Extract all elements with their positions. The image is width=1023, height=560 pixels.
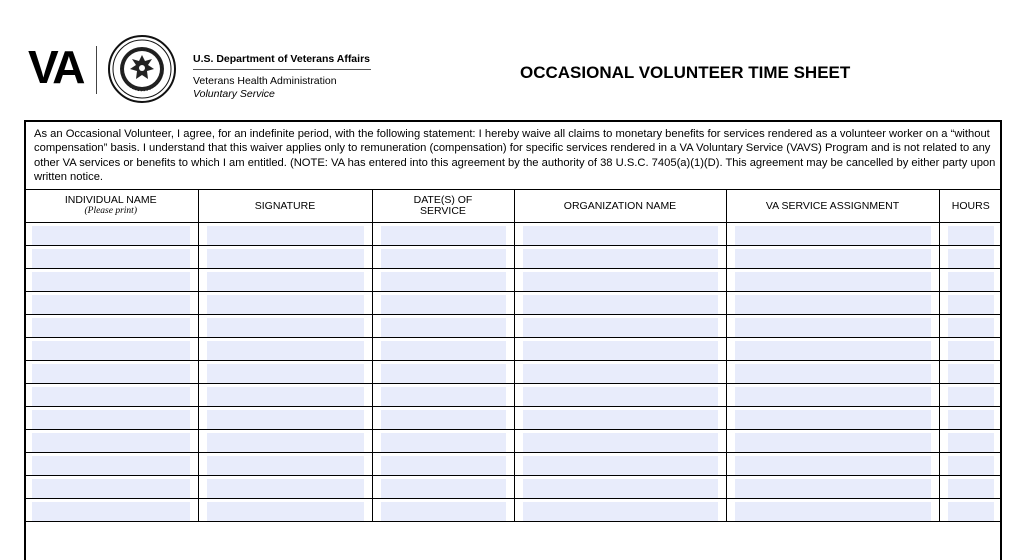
individual-name-field[interactable] bbox=[32, 295, 190, 314]
signature-field[interactable] bbox=[207, 479, 364, 498]
table-cell bbox=[514, 476, 726, 499]
table-cell bbox=[24, 361, 198, 384]
table-row bbox=[24, 407, 1002, 430]
hours-field[interactable] bbox=[948, 479, 995, 498]
dates-of-service-field[interactable] bbox=[381, 479, 506, 498]
organization-name-field[interactable] bbox=[523, 341, 718, 360]
signature-field[interactable] bbox=[207, 318, 364, 337]
table-cell bbox=[372, 223, 514, 246]
va-service-assignment-field[interactable] bbox=[735, 318, 931, 337]
organization-name-field[interactable] bbox=[523, 479, 718, 498]
va-service-assignment-field[interactable] bbox=[735, 272, 931, 291]
table-cell bbox=[726, 361, 939, 384]
form-body bbox=[24, 120, 1002, 560]
table-cell bbox=[198, 292, 372, 315]
hours-field[interactable] bbox=[948, 295, 995, 314]
table-row bbox=[24, 292, 1002, 315]
va-service-assignment-field[interactable] bbox=[735, 295, 931, 314]
table-cell bbox=[372, 384, 514, 407]
dates-of-service-field[interactable] bbox=[381, 249, 506, 268]
va-seal-icon bbox=[108, 35, 176, 103]
table-cell bbox=[198, 453, 372, 476]
table-cell bbox=[24, 384, 198, 407]
dates-of-service-field[interactable] bbox=[381, 456, 506, 475]
table-cell bbox=[726, 407, 939, 430]
table-cell bbox=[198, 269, 372, 292]
signature-field[interactable] bbox=[207, 502, 364, 521]
table-cell bbox=[514, 499, 726, 522]
table-cell bbox=[372, 292, 514, 315]
individual-name-field[interactable] bbox=[32, 387, 190, 406]
table-row bbox=[24, 384, 1002, 407]
table-cell bbox=[514, 407, 726, 430]
table-cell bbox=[372, 269, 514, 292]
table-row bbox=[24, 476, 1002, 499]
va-service-assignment-field[interactable] bbox=[735, 410, 931, 429]
signature-field[interactable] bbox=[207, 387, 364, 406]
table-cell bbox=[939, 292, 1002, 315]
table-cell bbox=[726, 476, 939, 499]
table-cell bbox=[24, 430, 198, 453]
table-cell bbox=[372, 338, 514, 361]
dates-of-service-field[interactable] bbox=[381, 295, 506, 314]
table-cell bbox=[514, 338, 726, 361]
agency-block bbox=[193, 52, 371, 101]
table-row bbox=[24, 430, 1002, 453]
signature-field[interactable] bbox=[207, 433, 364, 452]
table-cell bbox=[514, 384, 726, 407]
table-cell bbox=[198, 384, 372, 407]
table-cell bbox=[514, 361, 726, 384]
table-cell bbox=[372, 361, 514, 384]
va-service-assignment-field[interactable] bbox=[735, 341, 931, 360]
table-cell bbox=[372, 246, 514, 269]
time-sheet-table bbox=[24, 189, 1002, 522]
table-cell bbox=[198, 430, 372, 453]
signature-field[interactable] bbox=[207, 410, 364, 429]
table-cell bbox=[514, 246, 726, 269]
table-row bbox=[24, 453, 1002, 476]
va-service-assignment-field[interactable] bbox=[735, 226, 931, 245]
table-cell bbox=[24, 499, 198, 522]
individual-name-field[interactable] bbox=[32, 318, 190, 337]
signature-field[interactable] bbox=[207, 295, 364, 314]
department-name: U.S. Department of Veterans Affairs bbox=[193, 53, 370, 65]
table-cell bbox=[198, 476, 372, 499]
dates-of-service-field[interactable] bbox=[381, 318, 506, 337]
table-cell bbox=[939, 338, 1002, 361]
individual-name-field[interactable] bbox=[32, 226, 190, 245]
organization-name-field[interactable] bbox=[523, 226, 718, 245]
form-header bbox=[0, 0, 1023, 115]
hours-field[interactable] bbox=[948, 226, 995, 245]
hours-field[interactable] bbox=[948, 433, 995, 452]
individual-name-field[interactable] bbox=[32, 410, 190, 429]
table-cell bbox=[24, 476, 198, 499]
hours-field[interactable] bbox=[948, 456, 995, 475]
va-logo: VA bbox=[28, 41, 83, 93]
organization-name-field[interactable] bbox=[523, 433, 718, 452]
table-cell bbox=[24, 269, 198, 292]
hours-field[interactable] bbox=[948, 249, 995, 268]
table-cell bbox=[24, 246, 198, 269]
table-cell bbox=[726, 223, 939, 246]
column-header-signature: SIGNATURE bbox=[198, 190, 372, 223]
hours-field[interactable] bbox=[948, 272, 995, 291]
agency-divider bbox=[193, 69, 371, 70]
table-cell bbox=[24, 223, 198, 246]
table-cell bbox=[939, 407, 1002, 430]
table-cell bbox=[939, 430, 1002, 453]
administration-name: Veterans Health Administration bbox=[193, 75, 337, 87]
organization-name-field[interactable] bbox=[523, 318, 718, 337]
individual-name-field[interactable] bbox=[32, 364, 190, 383]
hours-field[interactable] bbox=[948, 318, 995, 337]
va-service-assignment-field[interactable] bbox=[735, 479, 931, 498]
table-cell bbox=[198, 499, 372, 522]
va-service-assignment-field[interactable] bbox=[735, 433, 931, 452]
table-cell bbox=[514, 453, 726, 476]
table-cell bbox=[726, 384, 939, 407]
hours-field[interactable] bbox=[948, 387, 995, 406]
table-cell bbox=[24, 338, 198, 361]
signature-field[interactable] bbox=[207, 364, 364, 383]
table-body bbox=[24, 223, 1002, 522]
dates-of-service-field[interactable] bbox=[381, 341, 506, 360]
table-cell bbox=[372, 453, 514, 476]
va-service-assignment-field[interactable] bbox=[735, 502, 931, 521]
table-row bbox=[24, 315, 1002, 338]
organization-name-field[interactable] bbox=[523, 387, 718, 406]
individual-name-field[interactable] bbox=[32, 433, 190, 452]
table-cell bbox=[939, 269, 1002, 292]
table-header-row bbox=[24, 190, 1002, 223]
table-row bbox=[24, 361, 1002, 384]
table-cell bbox=[726, 499, 939, 522]
table-cell bbox=[24, 453, 198, 476]
signature-field[interactable] bbox=[207, 456, 364, 475]
table-cell bbox=[939, 453, 1002, 476]
table-cell bbox=[726, 430, 939, 453]
column-header-dates-of-service bbox=[372, 190, 514, 223]
table-cell bbox=[372, 476, 514, 499]
table-cell bbox=[939, 476, 1002, 499]
hours-field[interactable] bbox=[948, 364, 995, 383]
column-header-individual-name bbox=[24, 190, 198, 223]
organization-name-field[interactable] bbox=[523, 272, 718, 291]
organization-name-field[interactable] bbox=[523, 502, 718, 521]
hours-field[interactable] bbox=[948, 410, 995, 429]
table-cell bbox=[198, 361, 372, 384]
table-cell bbox=[726, 315, 939, 338]
table-cell bbox=[372, 499, 514, 522]
column-header-hours: HOURS bbox=[939, 190, 1002, 223]
table-cell bbox=[939, 361, 1002, 384]
individual-name-field[interactable] bbox=[32, 249, 190, 268]
table-cell bbox=[726, 246, 939, 269]
table-cell bbox=[198, 223, 372, 246]
service-name: Voluntary Service bbox=[193, 88, 275, 100]
va-service-assignment-field[interactable] bbox=[735, 387, 931, 406]
table-row bbox=[24, 499, 1002, 522]
table-cell bbox=[939, 246, 1002, 269]
dates-of-service-field[interactable] bbox=[381, 410, 506, 429]
table-cell bbox=[372, 315, 514, 338]
table-row bbox=[24, 338, 1002, 361]
organization-name-field[interactable] bbox=[523, 410, 718, 429]
dates-of-service-field[interactable] bbox=[381, 433, 506, 452]
table-cell bbox=[514, 315, 726, 338]
table-cell bbox=[514, 223, 726, 246]
table-cell bbox=[514, 430, 726, 453]
table-cell bbox=[24, 407, 198, 430]
signature-field[interactable] bbox=[207, 272, 364, 291]
table-cell bbox=[24, 292, 198, 315]
form-title: OCCASIONAL VOLUNTEER TIME SHEET bbox=[520, 63, 851, 82]
table-cell bbox=[726, 292, 939, 315]
hours-field[interactable] bbox=[948, 341, 995, 360]
table-cell bbox=[939, 384, 1002, 407]
dates-of-service-field[interactable] bbox=[381, 226, 506, 245]
individual-name-field[interactable] bbox=[32, 456, 190, 475]
column-header-label: INDIVIDUAL NAME bbox=[64, 194, 157, 206]
organization-name-field[interactable] bbox=[523, 249, 718, 268]
waiver-statement: As an Occasional Volunteer, I agree, for an indefinite period, with the following statement: I hereby waive all claims to monetary benefits for services rendered as a volunteer worker on a “without compensation” basis. I understand that this waiver applies only to remuneration (compensation) for specific services rendered in a VA Voluntary Service (VAVS) Program and is not related to any other VA services or benefits to which I am entitled. (NOTE: VA has entered into this agreement by the authority of 38 U.S.C. 7405(a)(1)(D). This agreement may be cancelled by either party upon written notice. bbox=[34, 128, 996, 183]
column-header-label: DATE(S) OF SERVICE bbox=[413, 194, 473, 217]
table-row bbox=[24, 223, 1002, 246]
column-header-va-service-assignment: VA SERVICE ASSIGNMENT bbox=[726, 190, 939, 223]
table-cell bbox=[198, 246, 372, 269]
table-cell bbox=[514, 269, 726, 292]
table-cell bbox=[24, 315, 198, 338]
table-cell bbox=[198, 407, 372, 430]
table-row bbox=[24, 269, 1002, 292]
table-cell bbox=[198, 315, 372, 338]
dates-of-service-field[interactable] bbox=[381, 272, 506, 291]
signature-field[interactable] bbox=[207, 341, 364, 360]
table-cell bbox=[372, 430, 514, 453]
column-header-sublabel: (Please print) bbox=[84, 206, 137, 216]
dates-of-service-field[interactable] bbox=[381, 387, 506, 406]
table-cell bbox=[726, 269, 939, 292]
va-service-assignment-field[interactable] bbox=[735, 249, 931, 268]
individual-name-field[interactable] bbox=[32, 341, 190, 360]
table-cell bbox=[939, 315, 1002, 338]
table-cell bbox=[726, 453, 939, 476]
table-cell bbox=[939, 499, 1002, 522]
table-cell bbox=[514, 292, 726, 315]
table-cell bbox=[198, 338, 372, 361]
individual-name-field[interactable] bbox=[32, 272, 190, 291]
organization-name-field[interactable] bbox=[523, 456, 718, 475]
table-cell bbox=[372, 407, 514, 430]
va-service-assignment-field[interactable] bbox=[735, 456, 931, 475]
signature-field[interactable] bbox=[207, 249, 364, 268]
table-cell bbox=[726, 338, 939, 361]
column-header-organization-name: ORGANIZATION NAME bbox=[514, 190, 726, 223]
organization-name-field[interactable] bbox=[523, 364, 718, 383]
va-service-assignment-field[interactable] bbox=[735, 364, 931, 383]
individual-name-field[interactable] bbox=[32, 502, 190, 521]
signature-field[interactable] bbox=[207, 226, 364, 245]
organization-name-field[interactable] bbox=[523, 295, 718, 314]
table-row bbox=[24, 246, 1002, 269]
table-cell bbox=[939, 223, 1002, 246]
individual-name-field[interactable] bbox=[32, 479, 190, 498]
dates-of-service-field[interactable] bbox=[381, 502, 506, 521]
hours-field[interactable] bbox=[948, 502, 995, 521]
logo-divider bbox=[96, 46, 97, 94]
dates-of-service-field[interactable] bbox=[381, 364, 506, 383]
